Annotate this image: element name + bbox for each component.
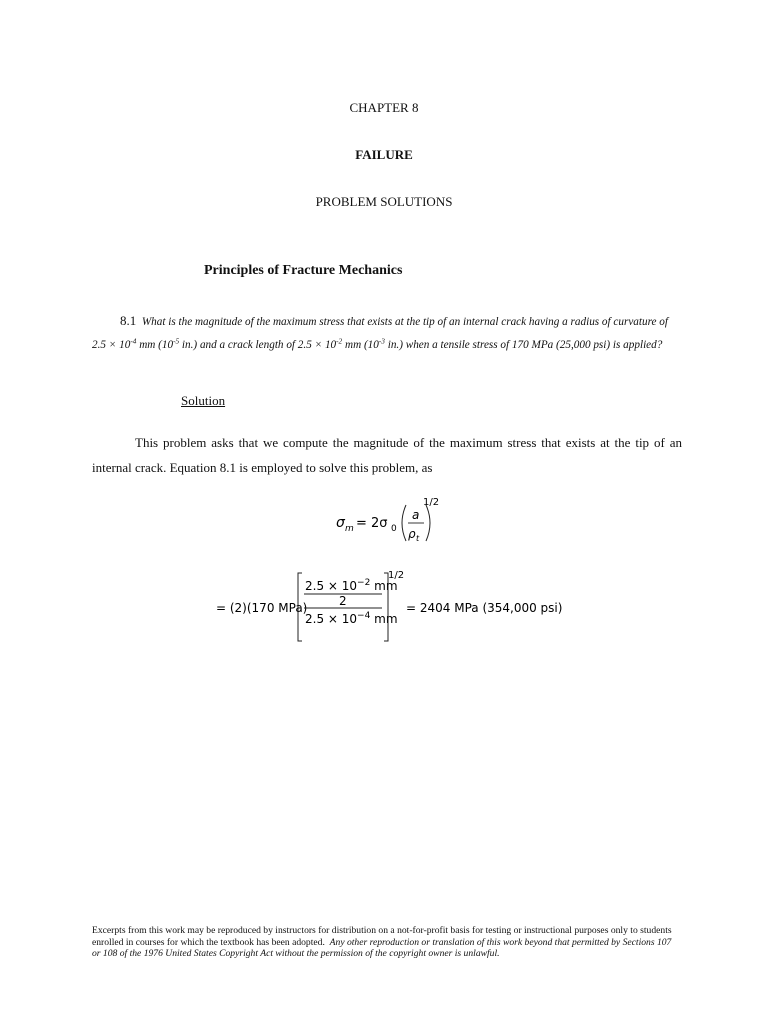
stress-calculation-equation — [212, 568, 572, 648]
svg-text:2: 2 — [339, 594, 347, 608]
svg-text:= 2σ: = 2σ — [356, 516, 388, 531]
svg-text:= 2404 MPa (354,000 psi): = 2404 MPa (354,000 psi) — [406, 601, 563, 615]
stress-concentration-equation — [330, 495, 440, 550]
svg-text:= (2)(170 MPa): = (2)(170 MPa) — [216, 601, 308, 615]
svg-text:1/2: 1/2 — [388, 570, 405, 581]
svg-text:ρ: ρ — [408, 527, 416, 541]
chapter-title: FAILURE — [355, 147, 413, 162]
footer-text: Excerpts from this work may be reproduced by instructors for distribution on a not-for-profit basis for testing or instructional purposes only to students enrolled in courses for which the textbook has been adopted. — [92, 925, 672, 948]
problem-question: What is the magnitude of the maximum stress that exists at the tip of an internal crack having a radius of curvature of $2.5 \times 10^{-4}$ mm ($10^{-5}$ in.) and a crack length of $2.5 \times 10^{-2}$ mm ($10^{-3}$ in.) when a tensile stress of 170 MPa (25,000 psi) is applied? — [92, 316, 669, 351]
svg-text:2.5 × 10−4 mm: $2.5 \times 10^{-4}$ mm — [305, 611, 398, 626]
problem-solutions-heading: PROBLEM SOLUTIONS — [315, 194, 453, 209]
svg-text:t: t — [416, 534, 420, 543]
svg-text:σ: σ — [336, 515, 345, 531]
svg-text:a: a — [412, 508, 420, 522]
problem-statement — [92, 309, 680, 357]
svg-text:1/2: 1/2 — [423, 497, 440, 508]
footer-italic-text: Any other reproduction or translation of this work beyond that permitted by Sections 107 or 108 of the 1976 United States Copyright Act without the permission of the copyright owner is unlawful. — [92, 936, 672, 959]
svg-text:2.5 × 10−2 mm: $2.5 \times 10^{-2}$ mm — [305, 578, 398, 593]
solution-label: Solution — [181, 393, 226, 408]
copyright-footer — [92, 925, 680, 960]
problem-number: 8.1 — [120, 313, 137, 328]
svg-text:m: m — [345, 524, 354, 534]
solution-paragraph: This problem asks that we compute the magnitude of the maximum stress that exists at the tip of an internal crack. Equation 8.1 is employed to solve this problem, as — [92, 435, 682, 475]
chapter-heading: CHAPTER 8 — [349, 100, 419, 115]
section-title: Principles of Fracture Mechanics — [204, 263, 403, 278]
svg-text:0: 0 — [391, 524, 397, 534]
